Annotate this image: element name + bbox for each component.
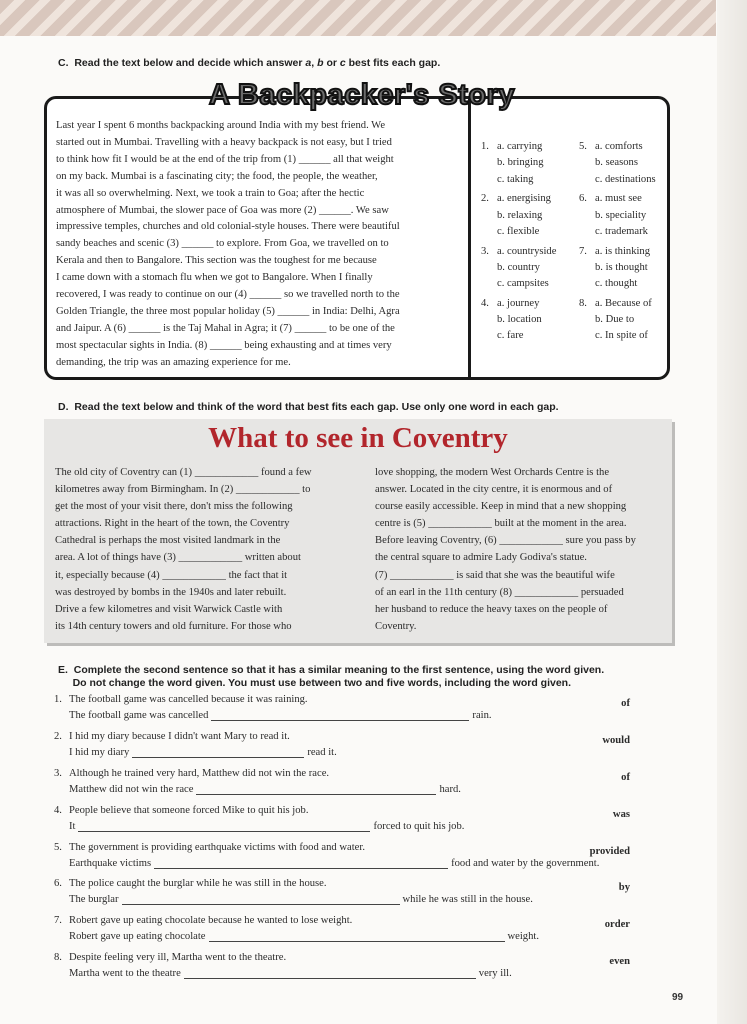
box-divider: [468, 99, 471, 377]
answer-options-left: [481, 139, 556, 348]
option-row: [481, 276, 556, 292]
exercise-rewrite: [69, 821, 464, 832]
exercise-number: 6.: [54, 878, 62, 890]
coventry-line: it, especially because (4) ____________ the fact that it: [55, 569, 288, 581]
section-e-instruction: E. Complete the second sentence so that it has a similar meaning to the first sentence, using the word given. Do not change the word given. You must use between two and five words, including the word given.: [58, 664, 605, 689]
coventry-line: of an earl in the 11th century (8) ____________ persuaded: [375, 586, 624, 598]
rewrite-start: I hid my diary: [69, 746, 130, 758]
story-line: and Jaipur. A (6) ______ is the Taj Mahal in Agra; it (7) ______ to be one of the: [56, 322, 395, 334]
coventry-text-left: [55, 464, 347, 635]
backpacker-story-title: A Backpacker's Story: [209, 78, 515, 111]
option-row: [481, 244, 556, 260]
exercise-number: 1.: [54, 694, 62, 705]
story-line: impressive temples, churches and old colonial-style houses. There were beautiful: [56, 221, 400, 233]
exercise-item: [54, 731, 636, 768]
story-line: Kerala and then to Bangalore. This section was the toughest for me because: [56, 255, 377, 267]
option-row: [579, 155, 656, 171]
option-group: [579, 191, 656, 240]
exercise-number: 2.: [54, 730, 62, 742]
coventry-line: Coventry.: [375, 620, 417, 632]
option-row: [579, 260, 656, 276]
coventry-line: answer. Located in the city centre, it is enormous and of: [375, 484, 613, 496]
story-line: I came down with a stomach flu when we got to Bangalore. When I finally: [56, 272, 373, 284]
exercise-first-sentence: The football game was cancelled because it was raining.: [69, 694, 308, 705]
option-number: 3.: [481, 245, 489, 257]
exercise-item: [54, 694, 636, 731]
exercise-sentence: [54, 731, 290, 742]
coventry-line: The old city of Coventry can (1) ____________ found a few: [55, 467, 312, 478]
option-b[interactable]: b. is thought: [595, 261, 648, 273]
option-group: [579, 244, 656, 293]
exercise-sentence: [54, 768, 329, 779]
coventry-title: What to see in Coventry: [208, 422, 508, 454]
exercise-first-sentence: The government is providing earthquake victims with food and water.: [69, 841, 365, 853]
coventry-line: get the most of your visit there, don't miss the following: [55, 501, 293, 513]
story-line: sandy beaches and scenic (3) ______ to explore. From Goa, we travelled on to: [56, 238, 389, 250]
answer-options-right: [579, 139, 656, 348]
option-c[interactable]: c. thought: [595, 278, 638, 290]
coventry-line: her husband to reduce the heavy taxes on the people of: [375, 603, 608, 615]
option-row: [481, 328, 556, 344]
option-row: [481, 191, 556, 207]
rewrite-end: food and water by the government.: [451, 857, 600, 869]
option-c[interactable]: c. destinations: [595, 173, 656, 185]
option-row: [579, 276, 656, 292]
coventry-line: area. A lot of things have (3) ____________ written about: [55, 552, 301, 564]
option-group: [579, 296, 656, 345]
story-line: demanding, the trip was an amazing experience for me.: [56, 356, 291, 368]
rewrite-start: Earthquake victims: [69, 857, 152, 869]
key-word: provided: [589, 845, 630, 857]
exercise-rewrite: [69, 858, 599, 869]
option-row: [579, 328, 656, 344]
option-row: [579, 296, 656, 312]
option-number: 1.: [481, 141, 489, 152]
key-word: of: [621, 771, 630, 783]
exercise-item: [54, 805, 636, 842]
exercise-item: [54, 842, 636, 879]
rewrite-start: The football game was cancelled: [69, 710, 209, 721]
exercise-number: 7.: [54, 915, 62, 927]
rewrite-end: read it.: [307, 746, 337, 758]
coventry-line: the central square to admire Lady Godiva's statue.: [375, 552, 587, 564]
option-c[interactable]: c. taking: [497, 173, 534, 185]
exercise-sentence: [54, 915, 352, 926]
answer-line[interactable]: [211, 710, 469, 721]
key-word: by: [618, 882, 630, 894]
story-line: to think how fit I would be at the end of the trip from (1) ______ all that weight: [56, 153, 394, 165]
option-group: [579, 139, 656, 188]
option-row: [481, 172, 556, 188]
answer-line[interactable]: [184, 968, 476, 979]
answer-line[interactable]: [122, 894, 400, 905]
option-number: 2.: [481, 193, 489, 205]
story-line: started out in Mumbai. Travelling with a heavy backpack is not easy, but I tried: [56, 136, 392, 148]
exercise-item: [54, 952, 636, 989]
page-edge: [717, 0, 747, 1024]
exercise-item: [54, 878, 636, 915]
option-c[interactable]: c. campsites: [497, 278, 549, 290]
exercise-sentence: [54, 694, 308, 705]
option-row: [579, 172, 656, 188]
option-group: [481, 244, 556, 293]
option-a[interactable]: a. Because of: [595, 297, 652, 309]
coventry-line: centre is (5) ____________ built at the moment in the area.: [375, 518, 627, 530]
option-row: [481, 155, 556, 171]
exercise-sentence: [54, 878, 327, 889]
coventry-line: Drive a few kilometres and visit Warwick Castle with: [55, 603, 283, 615]
option-group: [481, 139, 556, 188]
answer-line[interactable]: [196, 784, 436, 795]
option-row: [579, 312, 656, 328]
section-d-instruction: D. Read the text below and think of the word that best fits each gap. Use only one word in each gap.: [58, 401, 559, 413]
coventry-line: kilometres away from Birmingham. In (2) ____________ to: [55, 484, 311, 496]
coventry-line: course easily accessible. Keep in mind that a new shopping: [375, 501, 627, 513]
rewrite-end: very ill.: [478, 968, 512, 980]
exercise-number: 4.: [54, 804, 62, 816]
exercise-rewrite: [69, 931, 539, 942]
exercise-number: 8.: [54, 952, 62, 964]
coventry-line: was destroyed by bombs in the 1940s and later rebuilt.: [55, 586, 287, 598]
decorative-header-band: [0, 0, 716, 36]
story-line: Golden Triangle, the three most popular holiday (5) ______ in India: Delhi, Agra: [56, 305, 400, 317]
option-c[interactable]: c. In spite of: [595, 330, 648, 342]
section-c-instruction: C. Read the text below and decide which answer a, b or c best fits each gap.: [58, 57, 441, 69]
exercise-first-sentence: The police caught the burglar while he was still in the house.: [69, 878, 327, 890]
option-row: [481, 260, 556, 276]
backpacker-story-text: [56, 118, 460, 372]
option-b[interactable]: b. bringing: [497, 157, 544, 169]
rewrite-start: Matthew did not win the race: [69, 783, 194, 795]
option-a[interactable]: a. comforts: [595, 141, 643, 152]
rewrite-end: forced to quit his job.: [373, 820, 465, 832]
option-row: [481, 224, 556, 240]
exercise-first-sentence: I hid my diary because I didn't want Mary to read it.: [69, 730, 290, 742]
transformation-exercises: [54, 694, 636, 989]
option-row: [579, 139, 656, 155]
exercise-rewrite: [69, 784, 461, 795]
option-number: 5.: [579, 141, 587, 152]
exercise-first-sentence: Despite feeling very ill, Martha went to the theatre.: [69, 952, 287, 964]
key-word: even: [609, 956, 630, 968]
option-row: [481, 208, 556, 224]
coventry-text-right: [375, 464, 665, 635]
exercise-sentence: [54, 952, 286, 963]
key-word: was: [612, 808, 630, 820]
answer-line[interactable]: [78, 821, 370, 832]
option-row: [481, 312, 556, 328]
coventry-line: its 14th century towers and old furniture. For those who: [55, 620, 292, 632]
answer-line[interactable]: [209, 931, 505, 942]
exercise-item: [54, 768, 636, 805]
rewrite-end: hard.: [439, 783, 461, 795]
rewrite-end: rain.: [472, 710, 492, 721]
exercise-sentence: [54, 805, 308, 816]
key-word: of: [621, 698, 630, 709]
exercise-rewrite: [69, 894, 533, 905]
story-line: recovered, I was ready to continue on our (4) ______ so we travelled north to the: [56, 289, 400, 301]
rewrite-start: The burglar: [69, 894, 119, 906]
option-group: [481, 191, 556, 240]
key-word: order: [604, 919, 630, 931]
exercise-number: 5.: [54, 841, 62, 853]
exercise-first-sentence: People believe that someone forced Mike to quit his job.: [69, 804, 309, 816]
option-row: [481, 296, 556, 312]
rewrite-end: weight.: [507, 931, 539, 943]
story-line: Last year I spent 6 months backpacking around India with my best friend. We: [56, 120, 386, 131]
option-group: [481, 296, 556, 345]
exercise-rewrite: [69, 747, 337, 758]
option-a[interactable]: a. countryside: [497, 245, 557, 257]
option-a[interactable]: a. energising: [497, 193, 551, 205]
option-c[interactable]: c. trademark: [595, 225, 648, 237]
story-line: atmosphere of Mumbai, the slower pace of Goa was more (2) ______. We saw: [56, 204, 389, 216]
exercise-rewrite: [69, 968, 512, 979]
rewrite-start: It: [69, 820, 76, 832]
option-a[interactable]: a. is thinking: [595, 245, 651, 257]
rewrite-start: Robert gave up eating chocolate: [69, 931, 206, 943]
story-line: it was all so overwhelming. Next, we took a train to Goa; after the hectic: [56, 187, 365, 199]
option-c[interactable]: c. flexible: [497, 225, 540, 237]
exercise-number: 3.: [54, 767, 62, 779]
option-row: [579, 224, 656, 240]
option-row: [579, 191, 656, 207]
option-number: 6.: [579, 193, 587, 205]
option-b[interactable]: b. location: [497, 314, 542, 326]
option-number: 4.: [481, 297, 489, 309]
story-line: on my back. Mumbai is a fascinating city; the food, the people, the weather,: [56, 170, 378, 182]
key-word: would: [602, 734, 630, 746]
option-c[interactable]: c. fare: [497, 330, 524, 342]
option-row: [481, 139, 556, 155]
option-row: [579, 244, 656, 260]
coventry-line: love shopping, the modern West Orchards Centre is the: [375, 467, 610, 478]
option-a[interactable]: a. journey: [497, 297, 540, 309]
option-row: [579, 208, 656, 224]
option-a[interactable]: a. must see: [595, 193, 642, 205]
coventry-line: attractions. Right in the heart of the town, the Coventry: [55, 518, 290, 530]
option-a[interactable]: a. carrying: [497, 141, 543, 152]
option-b[interactable]: b. speciality: [595, 209, 647, 221]
option-number: 7.: [579, 245, 587, 257]
rewrite-start: Martha went to the theatre: [69, 968, 181, 980]
story-line: most spectacular sights in India. (8) ______ being exhausting and at times very: [56, 339, 392, 351]
exercise-first-sentence: Although he trained very hard, Matthew did not win the race.: [69, 767, 330, 779]
option-b[interactable]: b. Due to: [595, 314, 635, 326]
exercise-sentence: [54, 842, 365, 853]
option-b[interactable]: b. country: [497, 261, 540, 273]
answer-line[interactable]: [154, 858, 448, 869]
page-number: 99: [672, 992, 684, 1003]
answer-line[interactable]: [132, 747, 304, 758]
exercise-rewrite: [69, 710, 492, 721]
option-b[interactable]: b. seasons: [595, 157, 638, 169]
coventry-line: (7) ____________ is said that she was the beautiful wife: [375, 569, 615, 581]
option-number: 8.: [579, 297, 587, 309]
option-b[interactable]: b. relaxing: [497, 209, 543, 221]
coventry-line: Cathedral is perhaps the most visited landmark in the: [55, 535, 281, 547]
exercise-item: [54, 915, 636, 952]
exercise-first-sentence: Robert gave up eating chocolate because he wanted to lose weight.: [69, 915, 353, 927]
coventry-line: Before leaving Coventry, (6) ____________ sure you pass by: [375, 535, 636, 547]
rewrite-end: while he was still in the house.: [402, 894, 533, 906]
